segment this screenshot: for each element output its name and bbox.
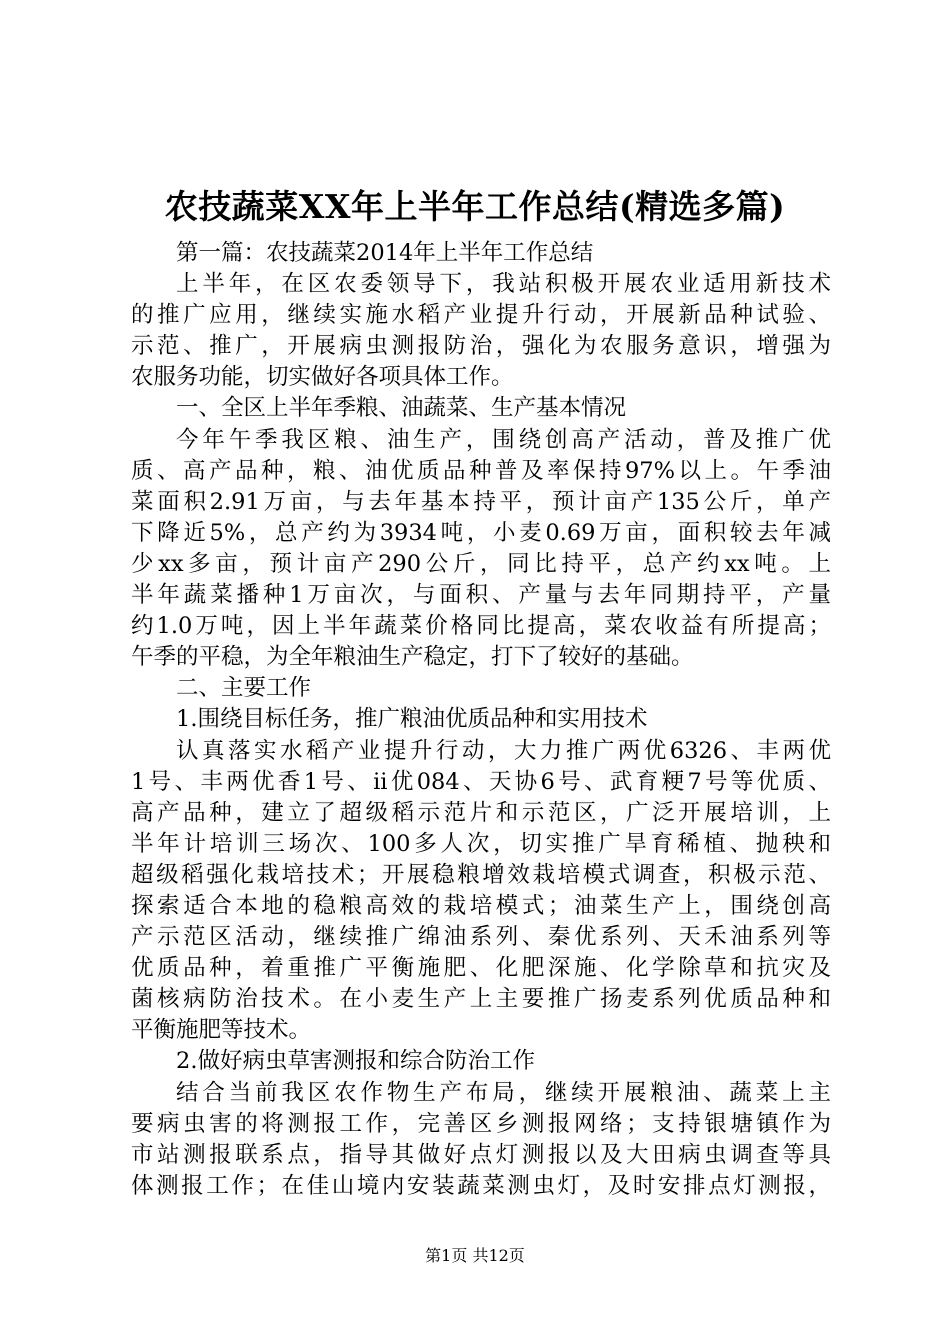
- text-line: 少xx多亩，预计亩产290公斤，同比持平，总产约xx吨。上: [131, 550, 831, 577]
- text-line: 探索适合本地的稳粮高效的栽培模式；油菜生产上，围绕创高: [131, 892, 831, 919]
- document-body: [131, 238, 831, 1202]
- page-footer: 第1页 共12页: [425, 1246, 525, 1265]
- text-line: 的推广应用，继续实施水稻产业提升行动，开展新品种试验、: [131, 302, 831, 329]
- text-line: 要病虫害的将测报工作，完善区乡测报网络；支持银塘镇作为: [131, 1110, 831, 1137]
- text-line: 体测报工作；在佳山境内安装蔬菜测虫灯，及时安排点灯测报，: [131, 1172, 831, 1199]
- text-line: 产示范区活动，继续推广绵油系列、秦优系列、天禾油系列等: [131, 924, 831, 951]
- text-line: 示范、推广，开展病虫测报防治，强化为农服务意识，增强为: [131, 333, 831, 360]
- text-line: 午季的平稳，为全年粮油生产稳定，打下了较好的基础。: [131, 644, 694, 671]
- text-line: 高产品种，建立了超级稻示范片和示范区，广泛开展培训，上: [131, 799, 831, 826]
- text-line: 认真落实水稻产业提升行动，大力推广两优6326、丰两优: [176, 737, 831, 764]
- text-line: 半年蔬菜播种1万亩次，与面积、产量与去年同期持平，产量: [131, 582, 831, 609]
- text-line: 上半年，在区农委领导下，我站积极开展农业适用新技术: [176, 271, 831, 298]
- text-line: 菌核病防治技术。在小麦生产上主要推广扬麦系列优质品种和: [131, 986, 831, 1013]
- text-line: 今年午季我区粮、油生产，围绕创高产活动，普及推广优: [176, 426, 831, 453]
- text-line: 结合当前我区农作物生产布局，继续开展粮油、蔬菜上主: [176, 1079, 831, 1106]
- text-line: 质、高产品种，粮、油优质品种普及率保持97%以上。午季油: [131, 457, 831, 484]
- text-line: 一、全区上半年季粮、油蔬菜、生产基本情况: [176, 395, 627, 422]
- text-line: 平衡施肥等技术。: [131, 1017, 312, 1044]
- text-line: 第一篇：农技蔬菜2014年上半年工作总结: [176, 240, 594, 266]
- document-title: 农技蔬菜XX年上半年工作总结(精选多篇): [164, 187, 786, 226]
- text-line: 1号、丰两优香1号、ii优084、天协6号、武育粳7号等优质、: [131, 768, 831, 795]
- text-line: 市站测报联系点，指导其做好点灯测报以及大田病虫调查等具: [131, 1141, 831, 1168]
- text-line: 1.围绕目标任务，推广粮油优质品种和实用技术: [176, 706, 648, 733]
- text-line: 优质品种，着重推广平衡施肥、化肥深施、化学除草和抗灾及: [131, 955, 831, 982]
- text-line: 农服务功能，切实做好各项具体工作。: [131, 364, 514, 391]
- text-line: 下降近5%，总产约为3934吨，小麦0.69万亩，面积较去年减: [131, 519, 831, 546]
- text-line: 超级稻强化栽培技术；开展稳粮增效栽培模式调查，积极示范、: [131, 861, 831, 888]
- text-line: 2.做好病虫草害测报和综合防治工作: [176, 1048, 535, 1075]
- text-line: 半年计培训三场次、100多人次，切实推广旱育稀植、抛秧和: [131, 830, 831, 857]
- text-line: 菜面积2.91万亩，与去年基本持平，预计亩产135公斤，单产: [131, 488, 831, 515]
- text-line: 约1.0万吨，因上半年蔬菜价格同比提高，菜农收益有所提高；: [131, 613, 831, 640]
- text-line: 二、主要工作: [176, 675, 312, 702]
